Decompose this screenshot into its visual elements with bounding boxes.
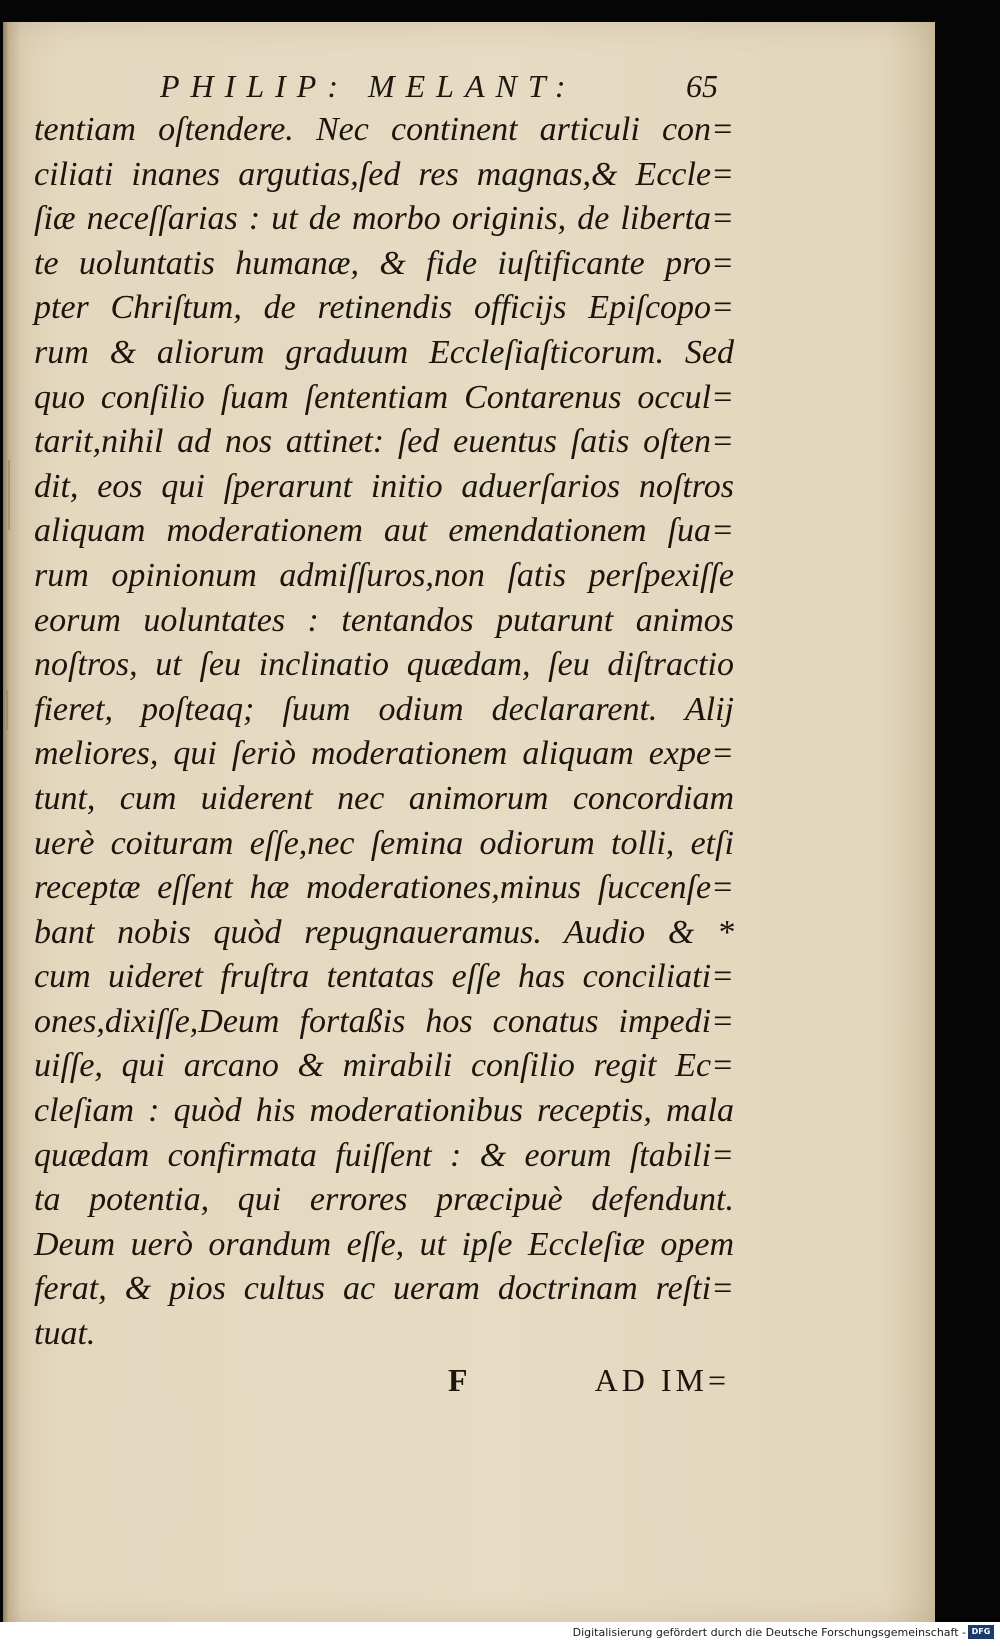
text-line: quædam confirmata fuiſſent : & eorum ſtabili= xyxy=(34,1136,734,1174)
text-line: tarit,nihil ad nos attinet: ſed euentus ſatis oſten= xyxy=(34,423,734,461)
text-line: tentiam oſtendere. Nec continent articuli con= xyxy=(34,111,734,148)
text-line: te uoluntatis humanæ, & fide iuſtificante pro= xyxy=(34,244,734,282)
text-line: uerè coituram eſſe,nec ſemina odiorum tolli, etſi xyxy=(34,824,734,862)
body-text xyxy=(34,108,734,1357)
text-line: noſtros, ut ſeu inclinatio quædam, ſeu diſtractio xyxy=(34,646,734,684)
margin-mark xyxy=(8,460,10,530)
text-line: ſiæ neceſſarias : ut de morbo originis, de liberta= xyxy=(34,200,734,238)
funding-credit: Digitalisierung gefördert durch die Deutsche Forschungsgemeinschaft - xyxy=(572,1626,966,1639)
text-line: bant nobis quòd repugnaueramus. Audio & * xyxy=(34,913,734,951)
text-line: rum & aliorum graduum Eccleſiaſticorum. Sed xyxy=(34,333,734,371)
text-line: receptæ eſſent hæ moderationes,minus ſuccenſe= xyxy=(34,869,734,907)
text-line: rum opinionum admiſſuros,non ſatis perſpexiſſe xyxy=(34,556,734,594)
dfg-logo-icon: DFG xyxy=(968,1625,994,1639)
digitization-footer xyxy=(0,1622,1000,1646)
running-head xyxy=(160,68,740,108)
catchword: AD IM= xyxy=(594,1362,730,1398)
running-title: PHILIP: MELANT: xyxy=(160,68,577,104)
text-line: tunt, cum uiderent nec animorum concordiam xyxy=(34,779,734,817)
signature-mark: F xyxy=(448,1362,468,1398)
text-line: ciliati inanes argutias,ſed res magnas,& Eccle= xyxy=(34,155,734,193)
text-line: cleſiam : quòd his moderationibus receptis, mala xyxy=(34,1092,734,1130)
text-line: ferat, & pios cultus ac ueram doctrinam reſti= xyxy=(34,1270,734,1308)
page-gutter-edge xyxy=(3,22,9,1622)
text-line: quo conſilio ſuam ſententiam Contarenus occul= xyxy=(34,378,734,416)
page-foot xyxy=(440,1362,730,1412)
text-line: ones,dixiſſe,Deum fortaßis hos conatus impedi= xyxy=(34,1002,734,1040)
text-line: dit, eos qui ſperarunt initio aduerſarios noſtros xyxy=(34,467,734,505)
margin-mark xyxy=(6,690,8,730)
text-line: uiſſe, qui arcano & mirabili conſilio regit Ec= xyxy=(34,1047,734,1085)
text-line: Deum uerò orandum eſſe, ut ipſe Eccleſiæ opem xyxy=(34,1225,734,1263)
text-line: fieret, poſteaq; ſuum odium declararent. Alij xyxy=(34,690,734,728)
page-number: 65 xyxy=(686,68,718,104)
text-line: meliores, qui ſeriò moderationem aliquam expe= xyxy=(34,735,734,773)
text-line: pter Chriſtum, de retinendis officijs Epiſcopo= xyxy=(34,289,734,327)
text-line: tuat. xyxy=(34,1315,96,1353)
text-line: ta potentia, qui errores præcipuè defendunt. xyxy=(34,1181,734,1219)
text-line: aliquam moderationem aut emendationem ſua= xyxy=(34,512,734,550)
text-line: eorum uoluntates : tentandos putarunt animos xyxy=(34,601,734,639)
text-line: cum uideret fruſtra tentatas eſſe has conciliati= xyxy=(34,958,734,996)
